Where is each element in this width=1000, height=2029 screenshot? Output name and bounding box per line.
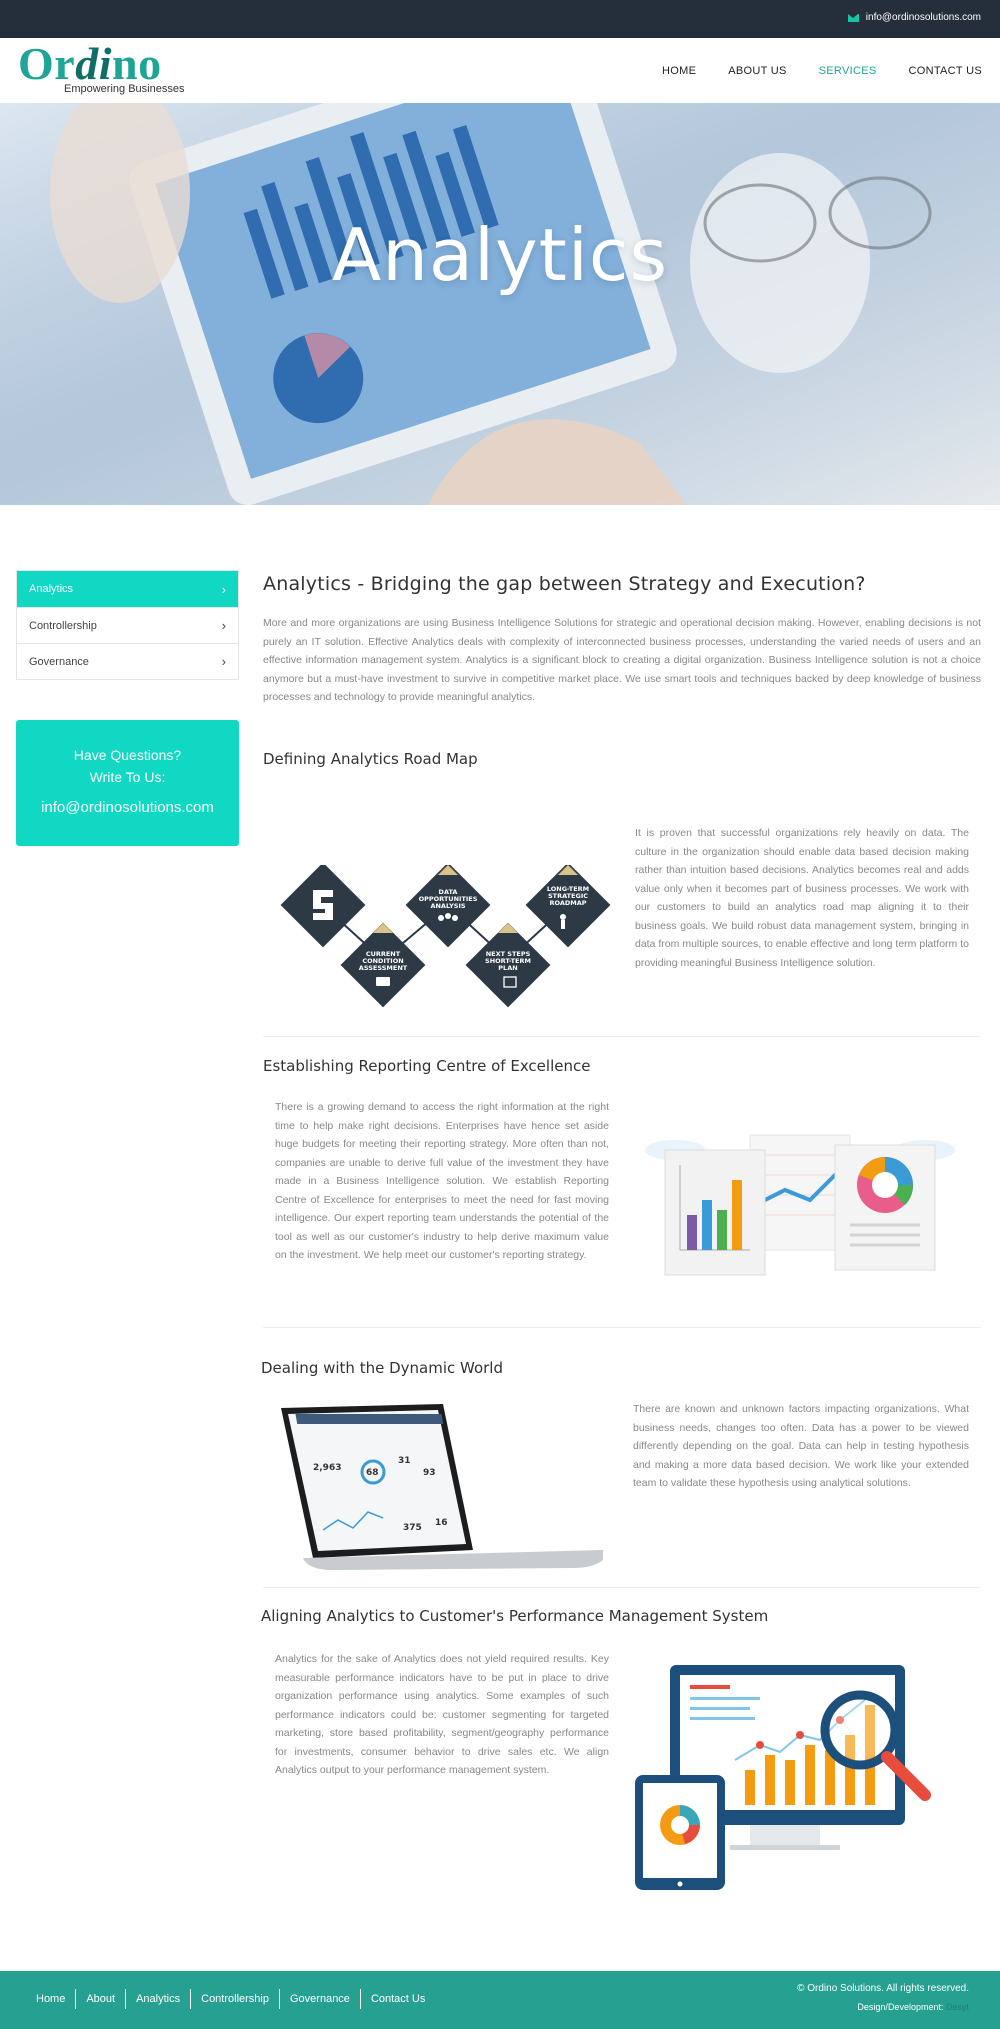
laptop-metric-4: 93 bbox=[423, 1468, 436, 1478]
design-credit-label: Design/Development: bbox=[857, 2002, 944, 2012]
section-title-performance: Aligning Analytics to Customer's Performance Management System bbox=[261, 1607, 769, 1625]
section-title-roadmap: Defining Analytics Road Map bbox=[263, 750, 478, 768]
section-divider bbox=[263, 1327, 981, 1328]
site-footer bbox=[0, 1971, 1000, 2029]
sidebar bbox=[16, 570, 239, 680]
laptop-metric-3: 31 bbox=[398, 1456, 411, 1466]
envelope-icon bbox=[848, 14, 859, 22]
copyright-text: © Ordino Solutions. All rights reserved. bbox=[797, 1983, 969, 1994]
chevron-right-icon: › bbox=[221, 654, 226, 669]
laptop-dashboard-illustration bbox=[273, 1400, 613, 1580]
diagram-label-longterm-2: STRATEGIC bbox=[547, 892, 589, 900]
diagram-label-current-2: CONDITION bbox=[362, 957, 404, 965]
footer-link-controllership[interactable]: Controllership bbox=[190, 1989, 279, 2009]
diagram-label-longterm: LONG-TERM bbox=[546, 885, 590, 893]
nav-contact-us[interactable]: CONTACT US bbox=[908, 65, 982, 77]
laptop-metric-1: 2,963 bbox=[313, 1463, 342, 1473]
diagram-label-data-3: ANALYSIS bbox=[430, 902, 466, 910]
diagram-label-current-3: ASSESSMENT bbox=[358, 964, 408, 972]
design-credit bbox=[857, 2002, 969, 2012]
diagram-label-next-3: PLAN bbox=[498, 964, 518, 972]
cta-email-link[interactable]: info@ordinosolutions.com bbox=[41, 799, 214, 816]
nav-services[interactable]: SERVICES bbox=[818, 65, 877, 77]
section-title-reporting: Establishing Reporting Centre of Excellence bbox=[263, 1057, 591, 1075]
section-divider bbox=[263, 1036, 981, 1037]
nav-about-us[interactable]: ABOUT US bbox=[728, 65, 787, 77]
top-email-text: info@ordinosolutions.com bbox=[865, 12, 981, 23]
section-divider bbox=[263, 1587, 981, 1588]
chevron-right-icon: › bbox=[221, 618, 226, 633]
footer-link-contact-us[interactable]: Contact Us bbox=[360, 1989, 435, 2009]
sidebar-item-analytics[interactable] bbox=[17, 571, 238, 607]
sidebar-item-governance[interactable] bbox=[17, 643, 238, 679]
reporting-illustration bbox=[635, 1125, 975, 1295]
section-title-dynamic: Dealing with the Dynamic World bbox=[261, 1359, 503, 1377]
roadmap-diagram bbox=[273, 865, 613, 1035]
laptop-metric-6: 16 bbox=[435, 1518, 448, 1528]
reporting-paragraph: There is a growing demand to access the right information at the right time to help make right decisions. Enterprises have hence set aside huge budgets for meeting their reporting strategy. More often than not, companies are unable to derive full value of the investment they have made in a Business Intelligence solution. We establish Reporting Centre of Excellence for enterprises to meet the need for fast moving intelligence. Our expert reporting team understands the potential of the tool as well as our customer's industry to help derive maximum value on the investment. We help meet our customer's reporting strategy. bbox=[275, 1101, 609, 1261]
sidebar-item-controllership[interactable] bbox=[17, 607, 238, 643]
main-content bbox=[263, 570, 981, 1950]
sidebar-item-label: Analytics bbox=[29, 583, 74, 595]
footer-link-about[interactable]: About bbox=[75, 1989, 125, 2009]
laptop-metric-5: 375 bbox=[403, 1523, 422, 1533]
diagram-label-data-2: OPPORTUNITIES bbox=[418, 895, 478, 903]
hero-image bbox=[0, 103, 1000, 505]
top-email-link[interactable] bbox=[848, 12, 981, 23]
diagram-label-next-2: SHORT-TERM bbox=[485, 957, 531, 965]
diagram-label-next: NEXT STEPS bbox=[485, 950, 531, 958]
service-menu bbox=[16, 570, 239, 680]
performance-illustration bbox=[635, 1660, 975, 1900]
performance-paragraph: Analytics for the sake of Analytics does not yield required results. Key measurable performance indicators have to be put in place to drive organization performance using analytics. Some examples of such performance indicators could be: customer segmenting for targeted marketing, store based profitability, segment/geography performance for investments, consumer behavior to drive sales etc. We align Analytics output to your performance management system. bbox=[275, 1653, 609, 1776]
footer-link-governance[interactable]: Governance bbox=[279, 1989, 360, 2009]
intro-paragraph: More and more organizations are using Business Intelligence Solutions for strategic and operational decision making. However, enabling decisions is not purely an IT solution. Effective Analytics deals with complexity of interconnected business processes, understanding the varied needs of users and an effective information management system. Analytics is a significant block to creating a digital organization. Business Intelligence solution is not a choice anymore but a must-have investment to survive in competitive market place. We use smart tools and techniques backed by deep knowledge of business processes and technology to provide meaningful analytics. bbox=[263, 617, 981, 703]
footer-link-home[interactable]: Home bbox=[36, 1993, 66, 2005]
logo-tagline: Empowering Businesses bbox=[64, 83, 185, 96]
site-header bbox=[0, 38, 1000, 103]
footer-link-analytics[interactable]: Analytics bbox=[125, 1989, 190, 2009]
main-nav bbox=[662, 65, 982, 77]
sidebar-item-label: Controllership bbox=[29, 619, 97, 632]
roadmap-paragraph: It is proven that successful organizations rely heavily on data. The culture in the organization should enable data based decision making rather than intuition based decisions. Analytics becomes real and adds value only when it becomes part of business processes. We work with our customers to build an analytics road map aligning it to their business goals. We build robust data management system, bringing in data from multiple sources, to enable effective and long term platform to providing meaningful Business Intelligence solution. bbox=[635, 827, 969, 969]
logo[interactable] bbox=[18, 40, 184, 95]
top-bar bbox=[0, 0, 1000, 38]
diagram-label-data: DATA bbox=[438, 888, 458, 896]
laptop-metric-2: 68 bbox=[366, 1468, 379, 1478]
contact-cta-box bbox=[16, 720, 239, 846]
diagram-label-longterm-3: ROADMAP bbox=[549, 899, 587, 907]
logo-wordmark: Ordino bbox=[18, 38, 162, 89]
sidebar-item-label: Governance bbox=[29, 655, 89, 668]
nav-home[interactable]: HOME bbox=[662, 65, 697, 77]
diagram-label-current: CURRENT bbox=[365, 950, 401, 958]
hero-banner bbox=[0, 103, 1000, 505]
design-credit-link[interactable]: Desyt bbox=[945, 2002, 969, 2012]
chevron-right-icon: › bbox=[221, 581, 226, 597]
cta-line-1: Have Questions? bbox=[73, 747, 182, 763]
page-heading: Analytics - Bridging the gap between Strategy and Execution? bbox=[263, 573, 866, 595]
hero-title: Analytics bbox=[332, 213, 668, 297]
footer-links bbox=[26, 1989, 435, 2009]
dynamic-paragraph: There are known and unknown factors impacting organizations. What business needs, changes too often. Data has a power to be viewed differently depending on the goal. Data can help in testing hypothesis and making a more data based decision. We work like your extended team to validate these hypothesis using analytical solutions. bbox=[633, 1403, 969, 1489]
cta-line-2: Write To Us: bbox=[89, 769, 166, 785]
